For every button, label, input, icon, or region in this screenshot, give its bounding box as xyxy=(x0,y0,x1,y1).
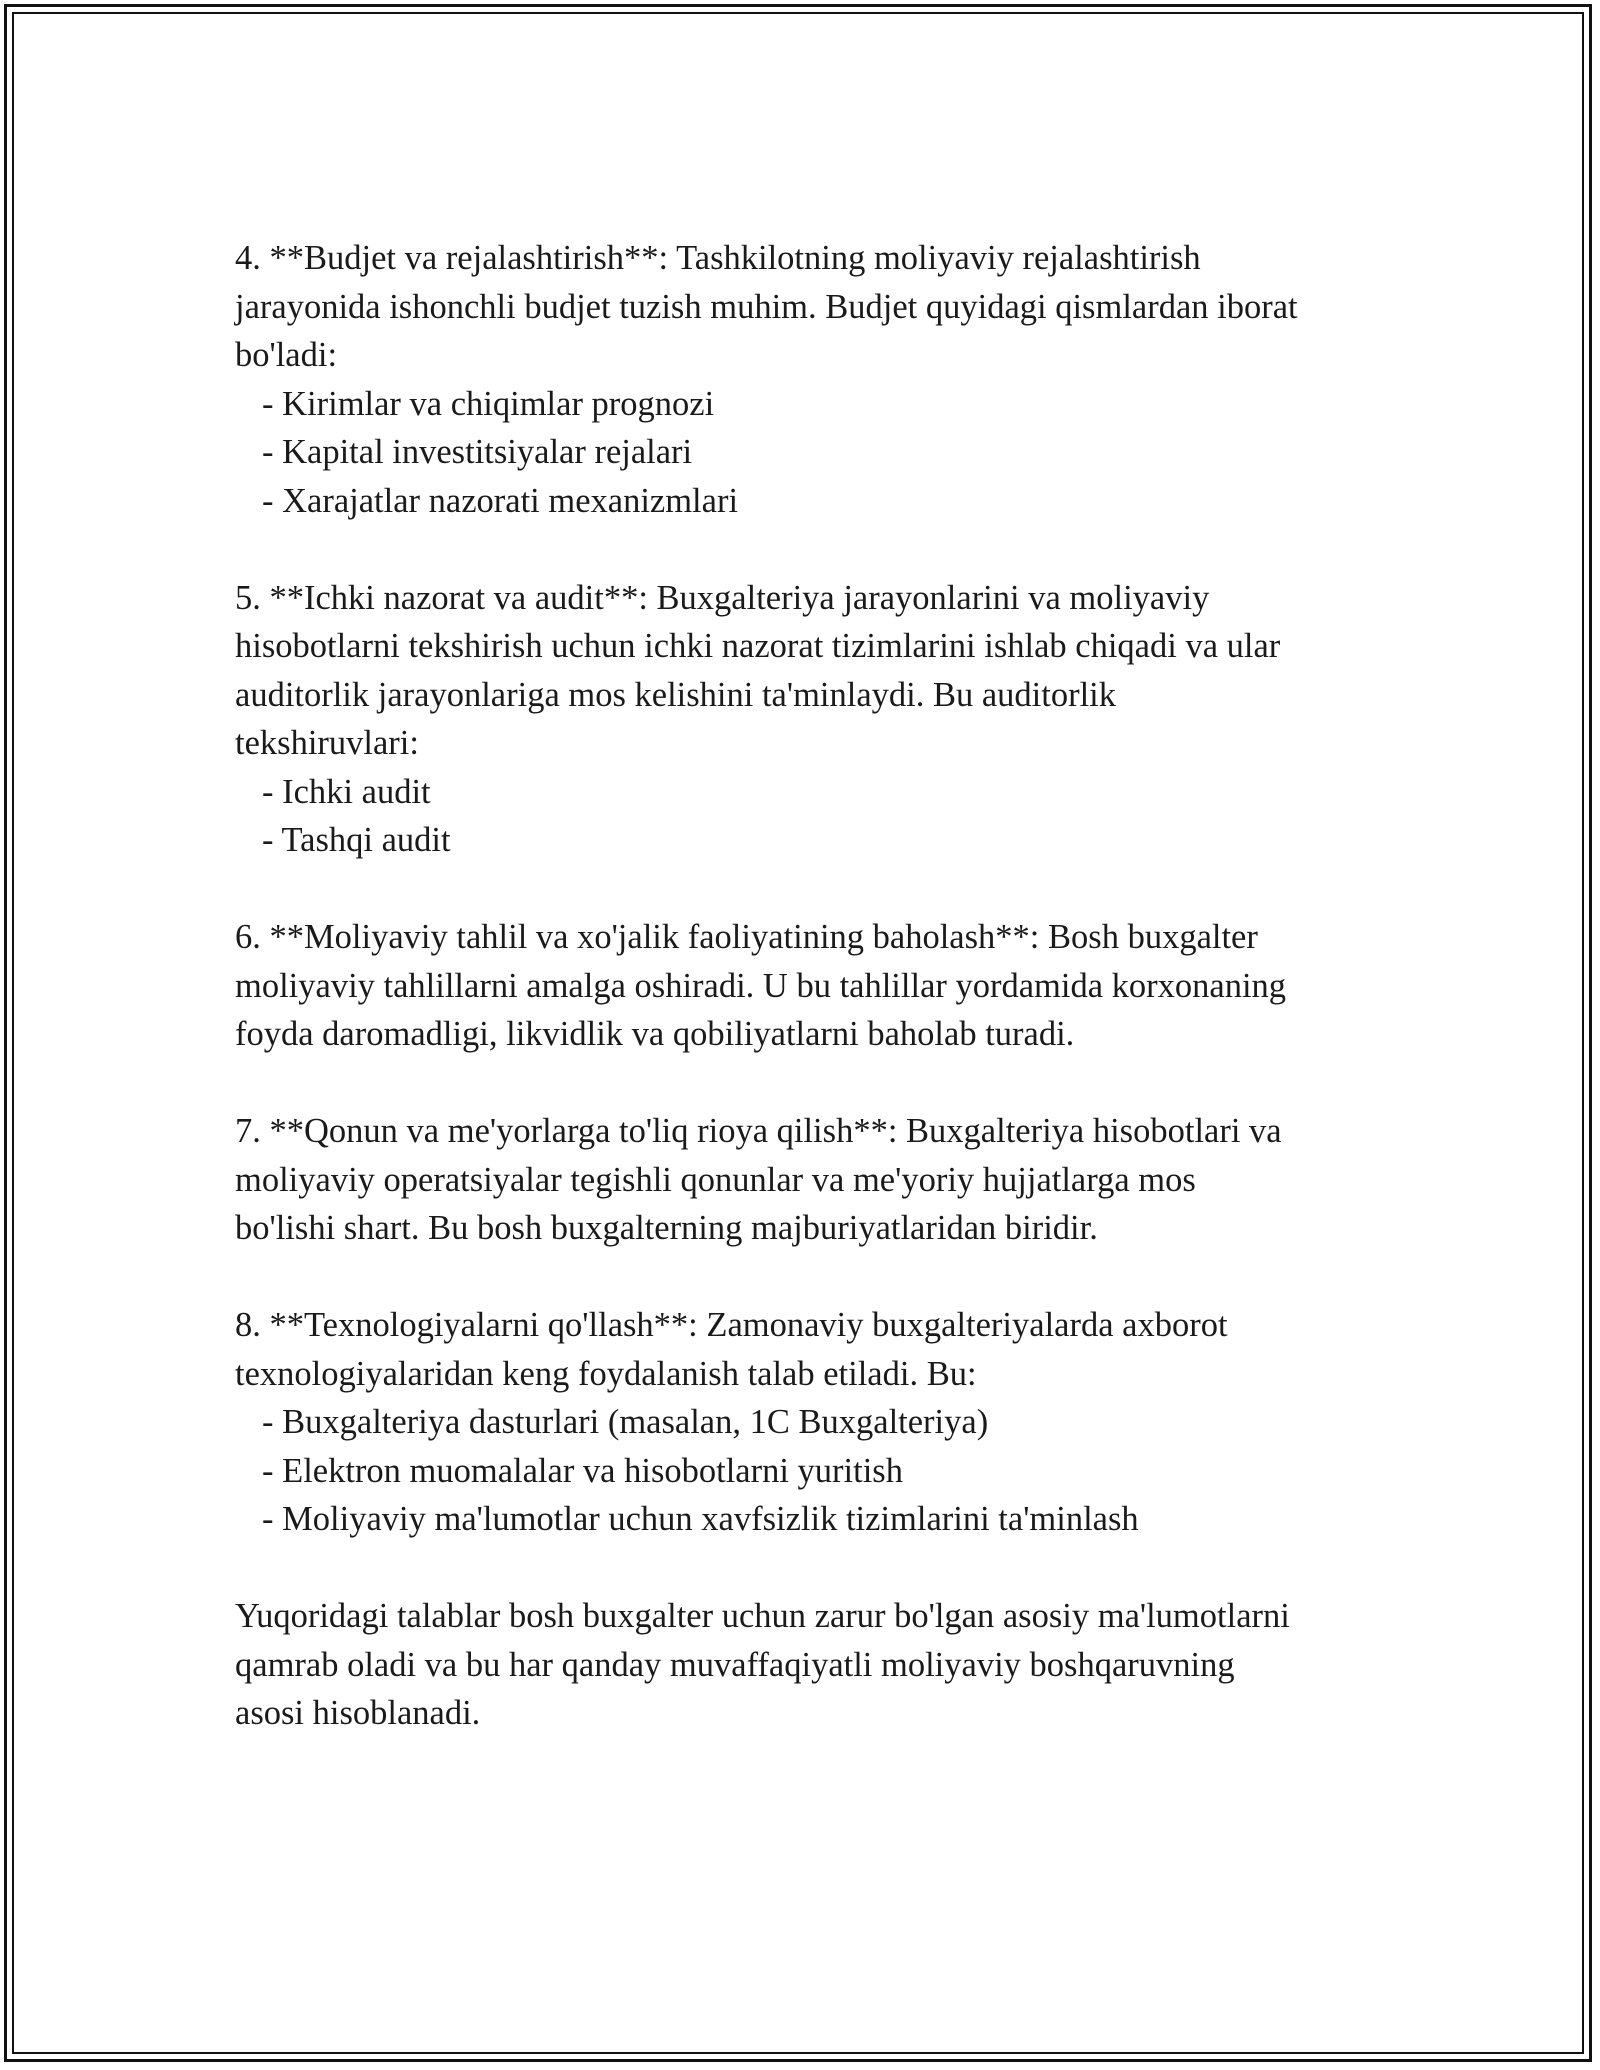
list-item: - Buxgalteriya dasturlari (masalan, 1C Buxgalteriya) xyxy=(262,1403,989,1441)
section-audit-text: 5. **Ichki nazorat va audit**: Buxgalteriya jarayonlarini va moliyaviy hisobotlarni tekshirish uchun ichki nazorat tizimlarini ishlab chiqadi va ular auditorlik jarayonlariga mos kelishini ta'minlaydi. Bu auditorlik tekshiruvlari: xyxy=(235,578,1281,762)
list-item: - Ichki audit xyxy=(262,772,431,811)
list-item: - Elektron muomalalar va hisobotlarni yuritish xyxy=(262,1451,903,1490)
section-conclusion-text: Yuqoridagi talablar bosh buxgalter uchun zarur bo'lgan asosiy ma'lumotlarni qamrab oladi va bu har qanday muvaffaqiyatli moliyaviy boshqaruvning asosi hisoblanadi. xyxy=(235,1597,1290,1732)
paragraph-gap xyxy=(235,865,1395,914)
list-item: - Xarajatlar nazorati mexanizmlari xyxy=(262,481,739,520)
paragraph-gap xyxy=(235,525,1395,574)
section-budget-text: 4. **Budjet va rejalashtirish**: Tashkilotning moliyaviy rejalashtirish jarayonida ishonchli budjet tuzish muhim. Budjet quyidagi qismlardan iborat bo'ladi: xyxy=(235,239,1298,374)
list-item: - Tashqi audit xyxy=(262,821,451,859)
section-technology-text: 8. **Texnologiyalarni qo'llash**: Zamonaviy buxgalteriyalarda axborot texnologiyalaridan keng foydalanish talab etiladi. Bu: xyxy=(235,1306,1228,1393)
list-item: - Kapital investitsiyalar rejalari xyxy=(262,433,693,471)
paragraph-gap xyxy=(235,1059,1395,1108)
section-compliance-text: 7. **Qonun va me'yorlarga to'liq rioya qilish**: Buxgalteriya hisobotlari va moliyaviy operatsiyalar tegishli qonunlar va me'yoriy hujjatlarga mos bo'lishi shart. Bu bosh buxgalterning majburiyatlaridan biridir. xyxy=(235,1112,1282,1247)
paragraph-gap xyxy=(235,1253,1395,1302)
document-body xyxy=(235,234,1395,1738)
section-analysis-text: 6. **Moliyaviy tahlil va xo'jalik faoliyatining baholash**: Bosh buxgalter moliyaviy tahlillarni amalga oshiradi. U bu tahlillar yordamida korxonaning foyda daromadligi, likvidlik va qobiliyatlarni baholab turadi. xyxy=(235,918,1287,1053)
list-item: - Moliyaviy ma'lumotlar uchun xavfsizlik tizimlarini ta'minlash xyxy=(262,1500,1139,1538)
paragraph-gap xyxy=(235,1544,1395,1593)
list-item: - Kirimlar va chiqimlar prognozi xyxy=(262,384,715,423)
